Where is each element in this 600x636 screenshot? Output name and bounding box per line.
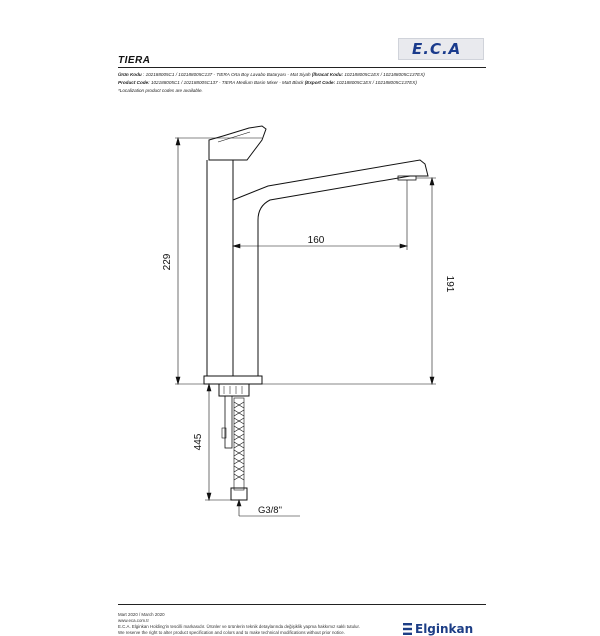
dim-total-height — [175, 138, 262, 384]
footer-date: Mart 2020 / March 2020 — [118, 612, 165, 617]
dim-label-spout-reach: 160 — [307, 235, 325, 246]
footer-disclaimer-en: We reserve the right to alter product specification and colors and to make technical modifications without prior notice. — [118, 630, 345, 635]
info-line-1-label: Ürün Kodu — [118, 72, 142, 77]
flexible-hose — [234, 398, 244, 490]
dim-spout-height — [262, 178, 436, 384]
info-line-1-export-label: (İhracat Kodu: — [311, 72, 344, 77]
footer-disclaimer-tr: E.C.A. Elginkan Holding'in tescilli markasıdır. Ürünler ve ürünlerin teknik detaylarında değişiklik yapma hakkımız saklı tutulur. — [118, 624, 360, 629]
info-line-1-text: : 102188005C1 / 102188005C137 - TIERA Orta Boy Lavabo Bataryası - Mat Siyah — [143, 72, 311, 77]
dim-label-spout-height: 191 — [444, 275, 455, 293]
info-line-2-export-text: 102188005C1EX / 102188005C137EX) — [336, 80, 417, 85]
faucet-body — [207, 160, 233, 376]
shank-nut — [219, 384, 249, 396]
eca-logo: E.C.A — [412, 40, 462, 58]
info-line-3: *Localization product codes are available. — [118, 88, 203, 93]
footer-website[interactable]: www.eca.com.tr — [118, 618, 149, 623]
base-plate — [204, 376, 262, 384]
info-line-2-label: Product Code: — [118, 80, 150, 85]
info-line-2-export-label: (Export Code: — [304, 80, 336, 85]
faucet-spout — [233, 160, 428, 376]
dim-label-thread: G3/8" — [258, 505, 282, 516]
dim-label-total-height: 229 — [162, 253, 173, 271]
elginkan-mark-icon — [403, 623, 412, 635]
elginkan-logo: Elginkan — [415, 622, 474, 636]
product-title: TIERA — [118, 55, 151, 66]
dim-label-shank-length: 445 — [193, 433, 204, 451]
faucet-handle — [209, 126, 266, 160]
info-line-2-text: 102188005C1 / 102188005C137 - TIERA Medium Basin Mixer - Matt Black — [150, 80, 304, 85]
info-line-1-export-text: 102188005C1EX / 102188005C137EX) — [344, 72, 425, 77]
threaded-rod — [225, 396, 232, 448]
footer-divider — [118, 604, 486, 605]
dim-shank-length — [205, 384, 231, 500]
